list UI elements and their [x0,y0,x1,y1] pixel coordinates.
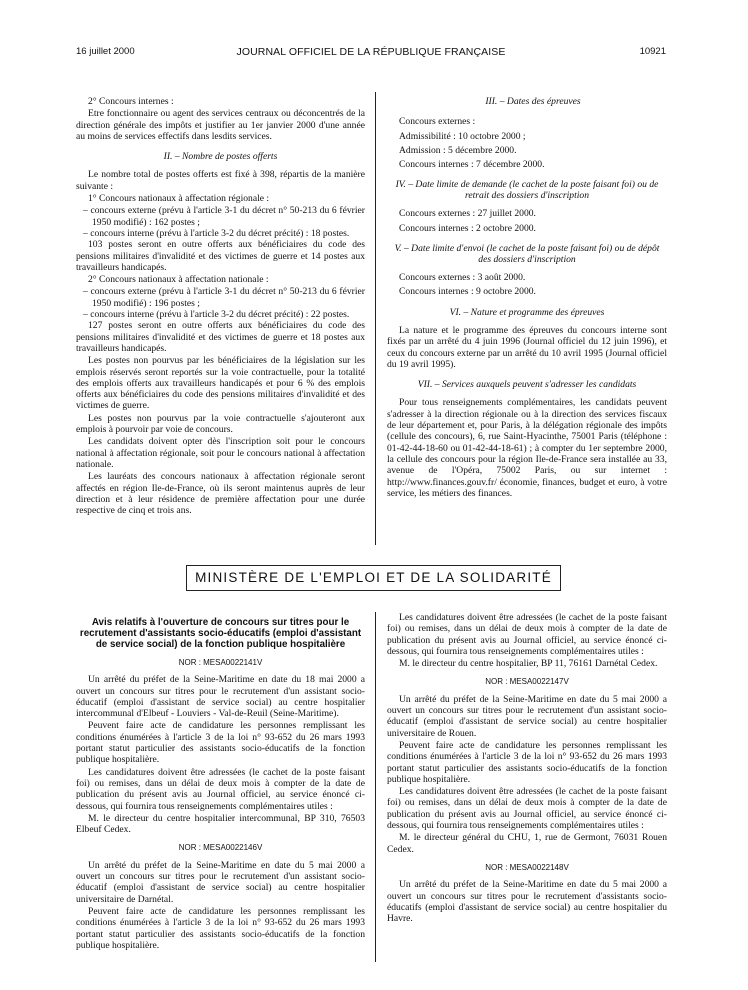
journal-title: JOURNAL OFFICIEL DE LA RÉPUBLIQUE FRANÇAISE [236,46,506,58]
paragraph: Les candidatures doivent être adressées (le cachet de la poste faisant foi) ou remises, dans un délai de deux mois à compter de la date de publication du présent avis au Journal officiel, au service énoncé ci-dessous, qui fournira tous renseignements complémentaires utiles : [76,766,365,812]
date-line: Concours internes : 7 décembre 2000. [399,159,545,171]
paragraph: Pour tous renseignements complémentaires, les candidats peuvent s'adresser à la direction régionale ou à la direction des services fiscaux de leur département et, pour Paris, à la délégation régionale des impôts (cellule des concours), 6, rue Saint-Hyacinthe, 75001 Paris (téléphone : 01-42-44-18-60 ou 01-42-44-18-61) ; à compter du 1er septembre 2000, la cellule des concours pour la région Ile-de-France sera installée au 33, avenue de l'Opéra, 75002 Paris, ou sur internet : http://www.finances.gouv.fr/ économie, finances, budget et euro, à votre service, les métiers des finances. [387,397,667,499]
paragraph: 127 postes seront en outre offerts aux bénéficiaires du code des pensions militaires d'invalidité et des victimes de guerre et 18 postes aux travailleurs handicapés. [76,320,365,354]
date-line: Admission : 5 décembre 2000. [399,144,517,156]
left-bottom-column [76,617,365,952]
paragraph: 2° Concours internes : [88,96,174,107]
section-heading: V. – Date limite d'envoi (le cachet de la poste faisant foi) ou de dépôt des dossiers d'inscription [394,243,660,266]
paragraph: Un arrêté du préfet de la Seine-Maritime en date du 5 mai 2000 a ouvert un concours sur titres pour le recrutement d'assistants socio-éducatifs (emploi d'assistant de service social) au centre hospitalier du Havre. [387,879,667,925]
paragraph: La nature et le programme des épreuves du concours interne sont fixés par un arrêté du 4 juin 1996 (Journal officiel du 12 juin 1996), et ceux du concours externe par un arrêté du 10 avril 1995 (Journal officiel du 19 avril 1995). [387,324,667,370]
section-heading: VII. – Services auxquels peuvent s'adresser les candidats [417,379,637,391]
page-header [76,46,666,60]
list-item: – concours externe (prévu à l'article 3-1 du décret n° 50-213 du 6 février 1950 modifié) : 162 postes ; [83,205,365,228]
date-line: Concours internes : 2 octobre 2000. [399,222,536,234]
paragraph: Un arrêté du préfet de la Seine-Maritime en date du 5 mai 2000 a ouvert un concours sur titres pour le recrutement d'un assistant socio-éducatif (emploi d'assistant de service social) au centre hospitalier universitaire de Darnétal. [76,859,365,905]
paragraph: Le nombre total de postes offerts est fixé à 398, répartis de la manière suivante : [76,169,365,192]
paragraph: Etre fonctionnaire ou agent des services centraux ou déconcentrés de la direction générale des impôts et justifier au 1er janvier 2000 d'une année au moins de services effectifs dans lesdits services. [76,108,365,142]
paragraph: Les postes non pourvus par la voie contractuelle s'ajouteront aux emplois à pourvoir par voie de concours. [76,412,365,436]
paragraph: Les lauréats des concours nationaux à affectation régionale seront affectés en région Ile-de-France, où ils seront maintenus auprès de leur direction et à leur résidence de première affectation pour une durée respective de cinq et trois ans. [76,471,365,517]
page-number: 10921 [639,46,666,57]
date-line: Admissibilité : 10 octobre 2000 ; [399,130,526,142]
paragraph: M. le directeur général du CHU, 1, rue de Germont, 76031 Rouen Cedex. [387,832,667,855]
paragraph: 2° Concours nationaux à affectation nationale : [88,274,269,286]
list-item: – concours interne (prévu à l'article 3-2 du décret précité) : 18 postes. [83,227,350,239]
date-line: Concours externes : 27 juillet 2000. [399,208,536,220]
paragraph: Peuvent faire acte de candidature les personnes remplissant les conditions énumérées à l'article 3 de la loi n° 93-652 du 26 mars 1993 portant statut particulier des assistants socio-éducatifs de la fonction publique hospitalière. [387,739,667,785]
ministry-banner: MINISTÈRE DE L'EMPLOI ET DE LA SOLIDARITÉ [186,565,561,591]
paragraph: Les candidatures doivent être adressées (le cachet de la poste faisant foi) ou remises, dans un délai de deux mois à compter de la date de publication du présent avis au Journal officiel, au service énoncé ci-dessous, qui fournira tous renseignements complémentaires utiles : [387,786,667,832]
nor-reference: NOR : MESA0022141V [178,658,263,667]
paragraph: 1° Concours nationaux à affectation régionale : [88,193,270,205]
right-top-column [387,96,667,500]
header-date: 16 juillet 2000 [76,46,135,57]
left-top-column [76,96,365,517]
column-divider-top [375,92,376,545]
section-heading: VI. – Nature et programme des épreuves [449,306,605,318]
date-line: Concours externes : [399,116,476,128]
column-divider-bottom [375,612,376,962]
paragraph: 103 postes seront en outre offerts aux bénéficiaires du code des pensions militaires d'invalidité et des victimes de guerre et 14 postes aux travailleurs handicapés. [76,239,365,273]
section-heading: IV. – Date limite de demande (le cachet de la poste faisant foi) ou de retrait des dossiers d'inscription [395,179,659,202]
paragraph: M. le directeur du centre hospitalier intercommunal, BP 310, 76503 Elbeuf Cedex. [76,812,365,836]
paragraph: Les candidats doivent opter dès l'inscription soit pour le concours national à affectation régionale, soit pour le concours national à affectation nationale. [76,436,365,470]
list [76,286,365,320]
date-line: Concours internes : 9 octobre 2000. [399,286,536,298]
right-bottom-column [387,612,667,925]
list-item: – concours externe (prévu à l'article 3-1 du décret n° 50-213 du 6 février 1950 modifié) : 196 postes ; [83,286,365,309]
section-heading: III. – Dates des épreuves [485,96,581,107]
date-line: Concours externes : 3 août 2000. [399,272,526,284]
nor-reference: NOR : MESA0022146V [178,843,263,853]
paragraph: M. le directeur du centre hospitalier, BP 11, 76161 Darnétal Cedex. [399,658,658,670]
section-heading: II. – Nombre de postes offerts [163,151,278,163]
paragraph: Les postes non pourvus par les bénéficiaires de la législation sur les emplois réservés seront reportés sur la voie contractuelle, pour la totalité des emplois offerts aux travailleurs handicapés et pour 6 % des emplois offerts aux bénéficiaires du code des pensions militaires d'invalidité et des victimes de guerre. [76,355,365,412]
paragraph: Un arrêté du préfet de la Seine-Maritime en date du 5 mai 2000 a ouvert un concours sur titres pour le recrutement d'un assistant socio-éducatif (emploi d'assistant de service social) au centre hospitalier universitaire de Rouen. [387,693,667,739]
paragraph: Un arrêté du préfet de la Seine-Maritime en date du 18 mai 2000 a ouvert un concours sur titres pour le recrutement d'un assistant socio-éducatif (emploi d'assistant de service social) au centre hospitalier intercommunal d'Elbeuf - Louviers - Val-de-Reuil (Seine-Maritime). [76,674,365,720]
paragraph: Peuvent faire acte de candidature les personnes remplissant les conditions énumérées à l'article 3 de la loi n° 93-652 du 26 mars 1993 portant statut particulier des assistants socio-éducatifs de la fonction publique hospitalière. [76,905,365,951]
list-item: – concours interne (prévu à l'article 3-2 du décret précité) : 22 postes. [83,309,350,321]
notice-title: Avis relatifs à l'ouverture de concours sur titres pour le recrutement d'assistants socio-éducatifs (emploi d'assistant de service social) de la fonction publique hospitalière [79,617,362,650]
paragraph: Les candidatures doivent être adressées (le cachet de la poste faisant foi) ou remises, dans un délai de deux mois à compter de la date de publication du présent avis au Journal officiel, au service énoncé ci-dessous, qui fournira tous renseignements complémentaires utiles : [387,612,667,657]
nor-reference: NOR : MESA0022148V [485,862,569,872]
paragraph: Peuvent faire acte de candidature les personnes remplissant les conditions énumérées à l'article 3 de la loi n° 93-652 du 26 mars 1993 portant statut particulier des assistants socio-éducatifs de la fonction publique hospitalière. [76,720,365,766]
list [76,205,365,239]
nor-reference: NOR : MESA0022147V [485,677,569,687]
